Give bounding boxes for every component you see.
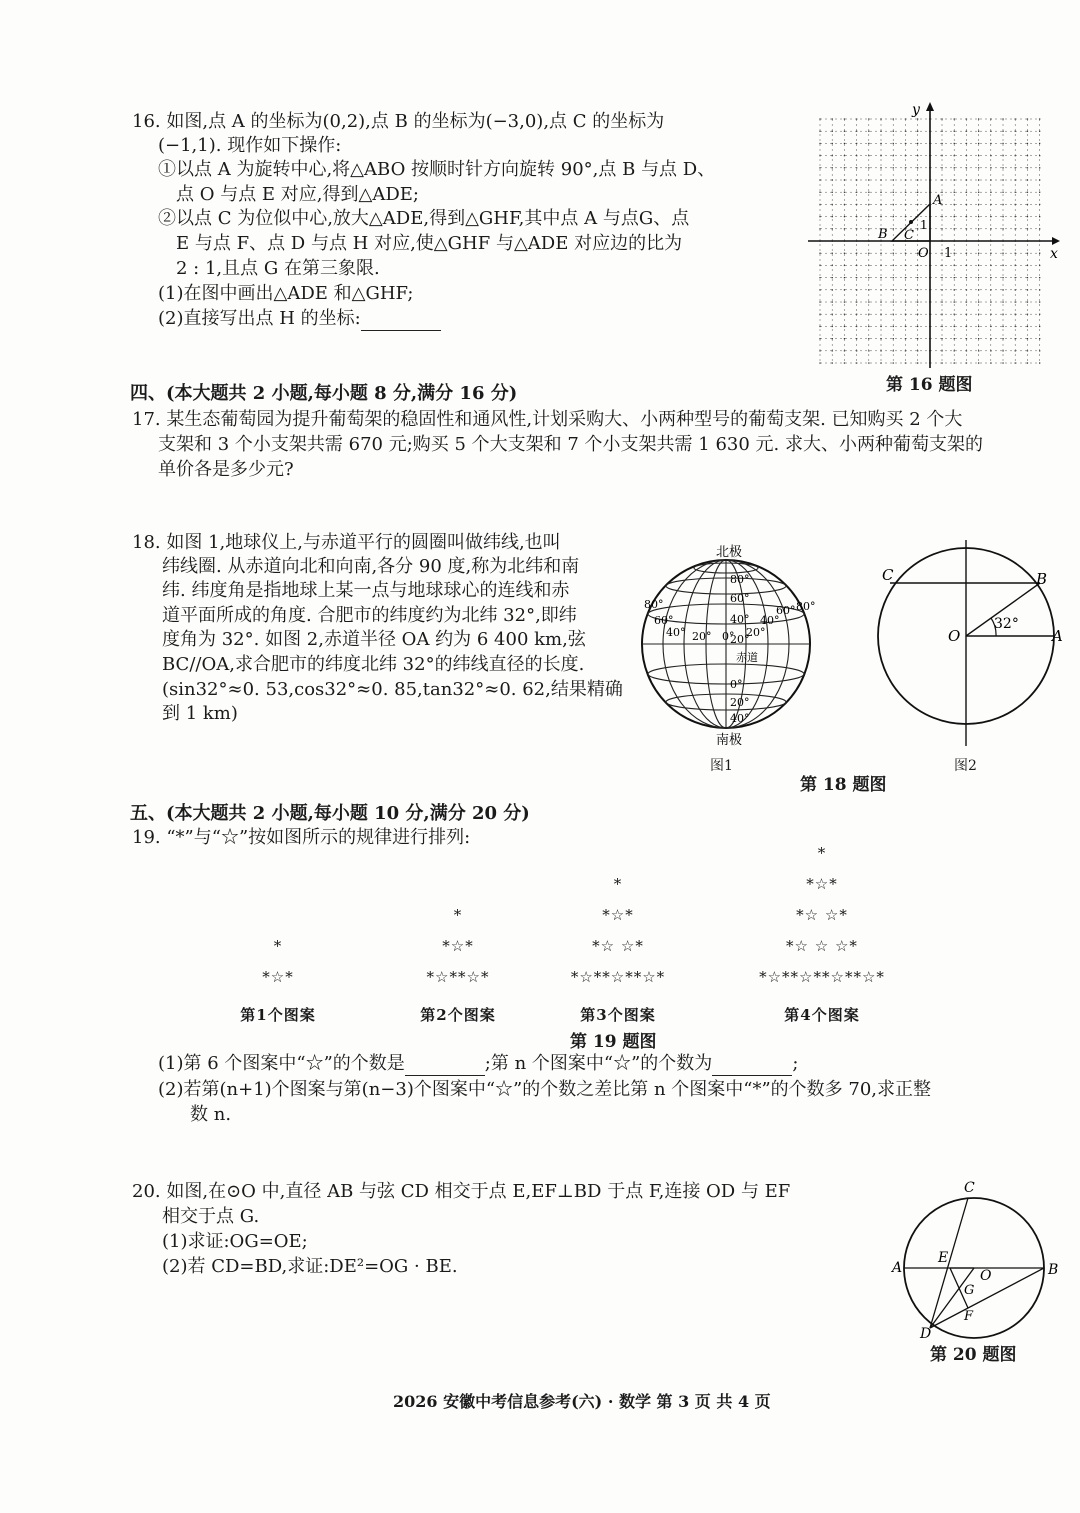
pattern-row: * [613,875,623,893]
q19-sub1 [158,1052,798,1076]
pattern-row: *☆**☆* [426,968,490,986]
x-axis-arrow-icon [1052,237,1060,245]
x-label: x [1050,246,1058,262]
q18-line-5: 度角为 32°. 如图 2,赤道半径 OA 约为 6 400 km,弦 [162,629,586,650]
answer-blank [361,312,441,331]
lat-label: 60° [730,592,750,605]
q16-line-7: 2 : 1,且点 G 在第三象限. [176,258,380,279]
pattern-label: 第3个图案 [580,1006,656,1024]
q20-line-1: 20. 如图,在⊙O 中,直径 AB 与弦 CD 相交于点 E,EF⊥BD 于点 F,连接 OD 与 EF [132,1181,791,1202]
section-4-heading: 四、(本大题共 2 小题,每小题 8 分,满分 16 分) [130,383,518,404]
answer-blank [405,1057,485,1076]
point-e-label: E [938,1250,949,1266]
pattern-row: * [273,937,283,955]
q20-line-3: (1)求证:OG=OE; [162,1231,308,1252]
q18-caption: 第 18 题图 [800,775,887,795]
pattern-row: * [453,906,463,924]
q19-sub2-line-2: 数 n. [190,1104,232,1125]
q18-line-1: 18. 如图 1,地球仪上,与赤道平行的圆圈叫做纬线,也叫 [132,532,561,553]
point-c-label: C [882,566,894,584]
point-d-label: D [920,1326,932,1342]
lon-label: 20° [692,630,712,643]
q17-line-1: 17. 某生态葡萄园为提升葡萄架的稳固性和通风性,计划采购大、小两种型号的葡萄支架. 已知购买 2 个大 [132,409,963,430]
q16-line-9 [158,307,441,331]
lat-label: 0° [730,678,743,691]
point-o-label: O [980,1268,992,1284]
pattern-label: 第4个图案 [784,1006,860,1024]
q20-caption: 第 20 题图 [930,1345,1017,1365]
point-g-label: G [964,1283,975,1298]
pattern-label: 第2个图案 [420,1006,496,1024]
q17-line-3: 单价各是多少元? [158,459,294,480]
lon-label: 60° [776,604,796,617]
lat-label: 40° [730,613,750,626]
q18-line-8: 到 1 km) [162,703,238,724]
q19-caption: 第 19 题图 [570,1032,657,1052]
lon-label: 20° [746,626,766,639]
point-f-label: F [964,1309,974,1324]
point-c-label: C [904,228,914,243]
north-pole-label: 北极 [716,545,743,560]
pattern-row: *☆**☆**☆**☆* [759,968,885,986]
lon-label: 80° [644,598,664,611]
point-c [909,220,913,224]
q17-line-2: 支架和 3 个小支架共需 670 元;购买 5 个大支架和 7 个小支架共需 1 630 元. 求大、小两种葡萄支架的 [158,434,983,455]
lon-label: 40° [666,626,686,639]
y-label: y [912,102,920,118]
q19-sub1-part-c: ; [792,1053,799,1074]
q18-line-3: 纬. 纬度角是指地球上某一点与地球球心的连线和赤 [162,580,570,601]
point-c-label: C [964,1180,975,1196]
lat-label: 20° [730,633,750,646]
pattern-row: *☆* [602,906,634,924]
q19-sub2-line-1: (2)若第(n+1)个图案与第(n−3)个图案中“☆”的个数之差比第 n 个图案中“*”的个数多 70,求正整 [158,1079,932,1100]
page-footer: 2026 安徽中考信息参考(六) · 数学 第 3 页 共 4 页 [393,1392,771,1411]
lon-label: 40° [760,614,780,627]
q19-sub1-part-b: ;第 n 个图案中“☆”的个数为 [484,1053,713,1074]
pattern-row: *☆ ☆ ☆* [786,937,858,955]
q16-line-3: ①以点 A 为旋转中心,将△ABO 按顺时针方向旋转 90°,点 B 与点 D、 [158,159,716,180]
point-a-label: A [892,1260,903,1276]
pattern-row: *☆ ☆* [796,906,848,924]
q16-line-6: E 与点 F、点 D 与点 H 对应,使△GHF 与△ADE 对应边的比为 [176,233,683,254]
q16-line-4: 点 O 与点 E 对应,得到△ADE; [176,184,419,205]
lon-label: 60° [654,614,674,627]
point-o-label: O [948,627,961,645]
chord-cd [930,1198,968,1328]
point-b-label: B [878,227,888,242]
q16-line-8: (1)在图中画出△ADE 和△GHF; [158,283,414,304]
pattern-row: * [817,844,827,862]
pattern-row: *☆* [262,968,294,986]
q16-line-5: ②以点 C 为位似中心,放大△ADE,得到△GHF,其中点 A 与点G、点 [158,208,690,229]
section-5-heading: 五、(本大题共 2 小题,每小题 10 分,满分 20 分) [130,803,530,824]
lon-label: 80° [796,600,816,613]
point-b-label: B [1036,570,1048,588]
pattern-row: *☆ ☆* [592,937,644,955]
q16-sub2-text: (2)直接写出点 H 的坐标: [158,308,361,329]
q18-fig1-label: 图1 [710,758,733,774]
x-unit-label: 1 [944,246,953,261]
lat-label: 40° [730,712,750,725]
pattern-row: *☆**☆**☆* [570,968,666,986]
q20-line-4: (2)若 CD=BD,求证:DE²=OG · BE. [162,1256,458,1277]
q18-line-6: BC//OA,求合肥市的纬度北纬 32°的纬线直径的长度. [162,654,585,675]
q18-globe-figure [636,540,816,750]
lat-label: 80° [730,573,750,586]
point-a-label: A [933,193,943,208]
point-a-label: A [1052,627,1063,645]
y-unit-label: 1 [920,218,928,232]
lon-label: 0° [722,630,735,643]
q16-caption: 第 16 题图 [886,375,973,395]
angle-label: 32° [994,616,1019,632]
q16-line-1: 16. 如图,点 A 的坐标为(0,2),点 B 的坐标为(−3,0),点 C 的坐标为 [132,111,665,132]
lat-label: 20° [730,696,750,709]
q20-line-2: 相交于点 G. [162,1206,260,1227]
south-pole-label: 南极 [716,733,743,748]
point-b-label: B [1048,1262,1059,1278]
q16-grid-figure [808,100,1063,370]
q19-sub1-part-a: (1)第 6 个图案中“☆”的个数是 [158,1053,405,1074]
equator-label: 赤道 [736,651,758,664]
y-axis-arrow-icon [926,102,934,111]
q18-line-4: 道平面所成的角度. 合肥市的纬度约为北纬 32°,即纬 [162,605,577,626]
q18-line-7: (sin32°≈0. 53,cos32°≈0. 85,tan32°≈0. 62,结果精确 [162,679,623,700]
q18-fig2-label: 图2 [954,758,977,774]
q18-line-2: 纬线圈. 从赤道向北和向南,各分 90 度,称为北纬和南 [162,556,580,577]
origin-label: O [918,246,929,261]
answer-blank [712,1057,792,1076]
pattern-row: *☆* [442,937,474,955]
pattern-row: *☆* [806,875,838,893]
pattern-label: 第1个图案 [240,1006,316,1024]
q20-circle-figure [890,1178,1070,1343]
q18-circle-figure [870,540,1070,750]
globe-degree-labels [644,573,816,725]
q19-intro: 19. “*”与“☆”按如图所示的规律进行排列: [132,827,471,848]
q16-line-2: (−1,1). 现作如下操作: [158,135,342,156]
